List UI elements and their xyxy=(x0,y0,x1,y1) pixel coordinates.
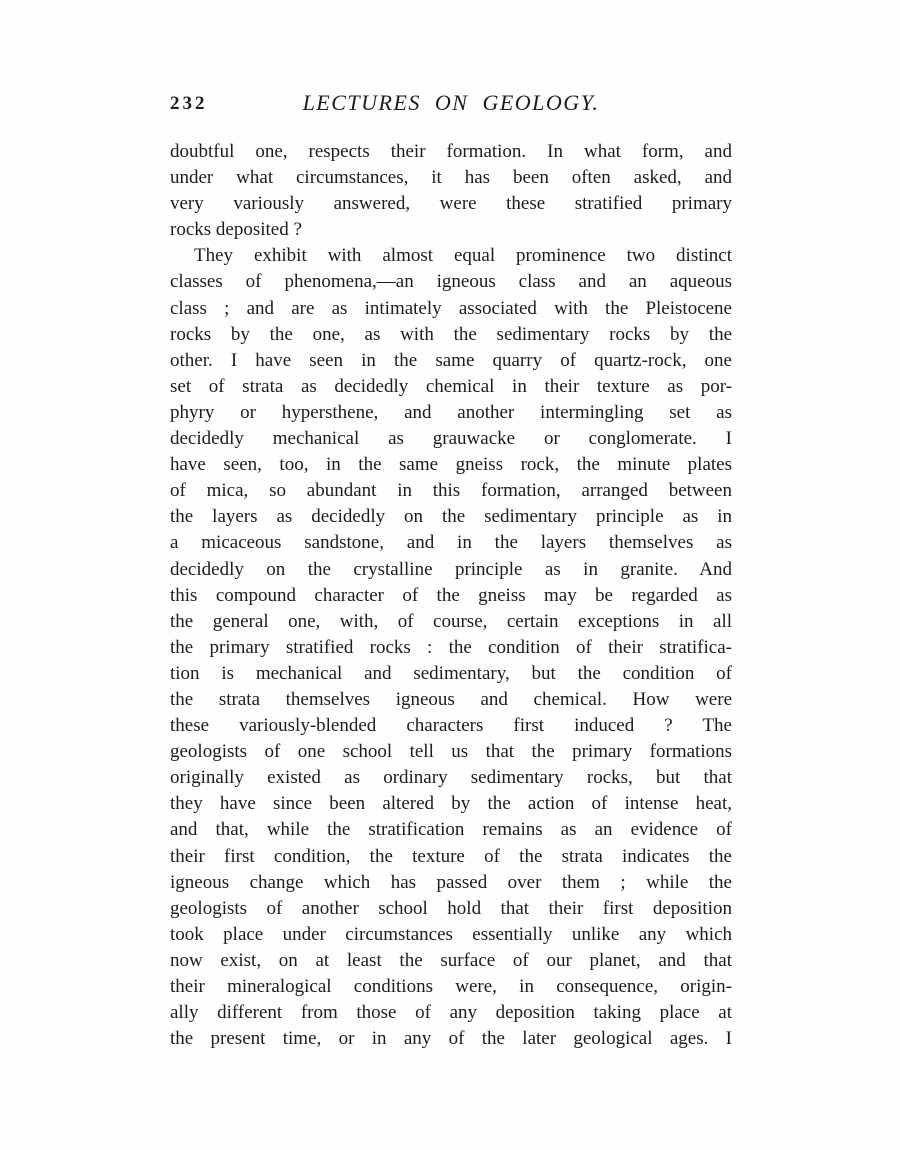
text-line: classes of phenomena,—an igneous class and an aqueous xyxy=(170,271,732,293)
text-line: very variously answered, were these stratified primary xyxy=(170,193,732,215)
text-line: rocks by the one, as with the sedimentary rocks by the xyxy=(170,323,732,345)
text-line: tion is mechanical and sedimentary, but the condition of xyxy=(170,662,732,684)
text-line: these variously-blended characters first induced ? The xyxy=(170,715,732,737)
text-line: decidedly mechanical as grauwacke or conglomerate. I xyxy=(170,428,732,450)
text-line: their first condition, the texture of the strata indicates the xyxy=(170,845,732,867)
text-line: and that, while the stratification remains as an evidence of xyxy=(170,819,732,841)
text-line: their mineralogical conditions were, in consequence, origin- xyxy=(170,976,732,997)
text-line: the layers as decidedly on the sedimentary principle as in xyxy=(170,506,732,528)
text-line: class ; and are as intimately associated with the Pleistocene xyxy=(170,297,732,319)
text-line: doubtful one, respects their formation. In what form, and xyxy=(170,141,732,162)
text-line: ally different from those of any deposition taking place at xyxy=(170,1002,732,1024)
text-line: the primary stratified rocks : the condition of their stratifica- xyxy=(170,636,732,658)
text-line: They exhibit with almost equal prominence two distinct xyxy=(194,245,732,267)
running-title: LECTURES ON GEOLOGY. xyxy=(302,90,600,115)
text-line: phyry or hypersthene, and another intermingling set as xyxy=(170,401,732,423)
text-line: set of strata as decidedly chemical in their texture as por- xyxy=(170,375,732,397)
text-line: other. I have seen in the same quarry of quartz-rock, one xyxy=(170,349,732,371)
text-line: they have since been altered by the action of intense heat, xyxy=(170,793,732,815)
text-line: a micaceous sandstone, and in the layers themselves as xyxy=(170,532,732,554)
text-line: under what circumstances, it has been often asked, and xyxy=(170,167,732,189)
text-line: the present time, or in any of the later geological ages. I xyxy=(170,1028,732,1050)
text-line: took place under circumstances essentially unlike any which xyxy=(170,923,732,945)
text-line: of mica, so abundant in this formation, arranged between xyxy=(170,480,732,502)
running-header xyxy=(170,90,732,120)
text-line: igneous change which has passed over them ; while the xyxy=(170,871,732,893)
text-line: have seen, too, in the same gneiss rock, the minute plates xyxy=(170,454,732,476)
body-text xyxy=(170,139,732,1052)
page-number: 232 xyxy=(170,93,208,114)
text-line: the general one, with, of course, certain exceptions in all xyxy=(170,610,732,632)
text-line: originally existed as ordinary sedimentary rocks, but that xyxy=(170,767,732,789)
text-line: now exist, on at least the surface of our planet, and that xyxy=(170,949,732,971)
text-line: decidedly on the crystalline principle as in granite. And xyxy=(170,558,732,580)
text-line: geologists of one school tell us that the primary formations xyxy=(170,741,732,763)
text-line: this compound character of the gneiss may be regarded as xyxy=(170,584,732,606)
text-line: the strata themselves igneous and chemical. How were xyxy=(170,688,732,710)
text-line: geologists of another school hold that their first deposition xyxy=(170,897,732,919)
text-line: rocks deposited ? xyxy=(170,219,302,241)
